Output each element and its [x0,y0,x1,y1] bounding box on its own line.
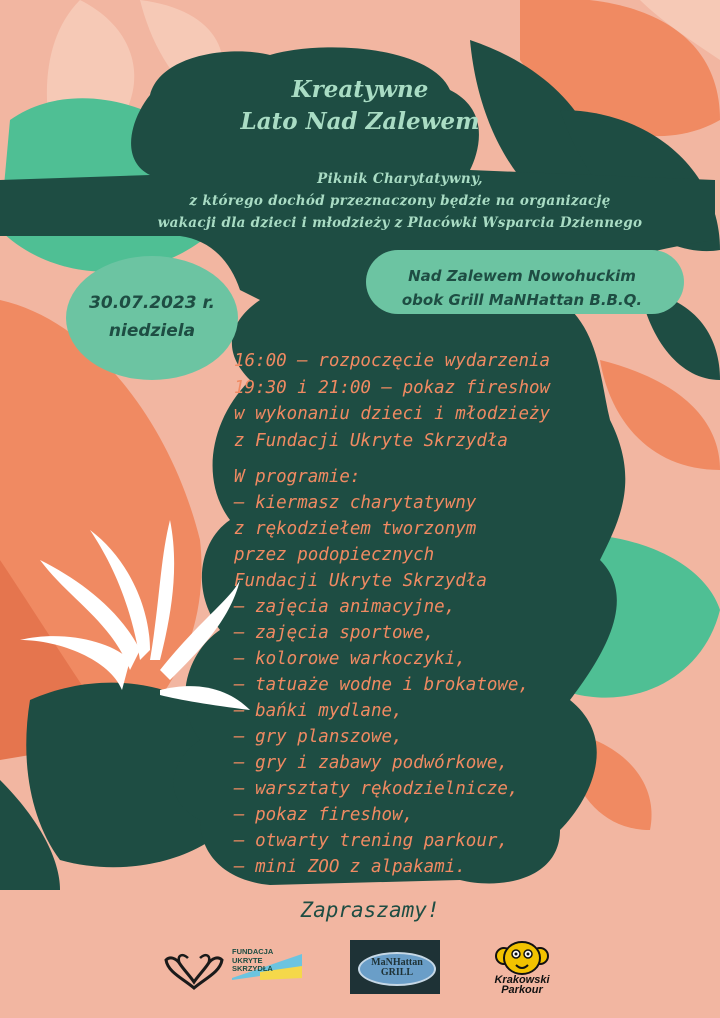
location-line-1: Nad Zalewem Nowohuckim [408,267,636,285]
program-item: – pokaz fireshow, [234,805,414,825]
program-heading: W programie: [234,467,361,487]
subtitle-line-3: wakacji dla dzieci i młodzieży z Placówki Wsparcia Dziennego [157,215,643,231]
title-line-1: Kreatywne [291,76,429,103]
event-date [72,289,232,345]
program-item: – kolorowe warkoczyki, [234,649,466,669]
poster-title [0,74,720,138]
program-item: – zajęcia sportowe, [234,623,435,643]
schedule-line: z Fundacji Ukryte Skrzydła [234,430,508,451]
fundacja-word-2: UKRYTE [232,955,263,965]
location-line-2: obok Grill MaNHattan B.B.Q. [401,291,643,309]
parkour-word-2: Parkour [501,984,543,996]
invitation-text: Zapraszamy! [300,898,440,922]
program-item: – gry i zabawy podwórkowe, [234,753,508,773]
schedule-line: 19:30 i 21:00 – pokaz fireshow [234,377,551,398]
program-item: – gry planszowe, [234,727,403,747]
parkour-logo-text [484,975,560,995]
event-schedule [234,348,550,454]
schedule-line: 16:00 – rozpoczęcie wydarzenia [234,351,551,371]
program-item: – zajęcia animacyjne, [234,597,456,617]
program-item: – mini ZOO z alpakami. [234,857,466,877]
program-item: – kiermasz charytatywny [234,493,477,513]
fundacja-logo-text [232,948,273,974]
event-location [374,264,670,312]
date-day: 30.07.2023 r. [89,293,215,313]
title-line-2: Lato Nad Zalewem [240,108,480,135]
program-item: z rękodziełem tworzonym [234,519,477,539]
program-item: – bańki mydlane, [234,701,403,721]
program-list [234,464,529,880]
grill-logo-text: MaNHattan GRILL [371,957,423,978]
subtitle-line-2: z którego dochód przeznaczony będzie na organizację [189,193,611,209]
program-item: – tatuaże wodne i brokatowe, [234,675,530,695]
program-item: Fundacji Ukryte Skrzydła [234,571,487,591]
event-description [0,168,720,234]
subtitle-line-1: Piknik Charytatywny, [317,171,483,187]
fundacja-word-3: SKRZYDŁA [232,964,273,973]
program-item: przez podopiecznych [234,545,435,565]
date-weekday: niedziela [108,321,196,341]
parkour-word-1: Krakowski [494,974,550,986]
program-item: – warsztaty rękodzielnicze, [234,779,519,799]
hands-heart-logo-icon [162,948,226,994]
program-item: – otwarty trening parkour, [234,831,508,851]
schedule-line: w wykonaniu dzieci i młodzieży [234,404,551,424]
fundacja-word-1: FUNDACJA [232,947,274,956]
monkey-logo-icon [494,936,550,976]
